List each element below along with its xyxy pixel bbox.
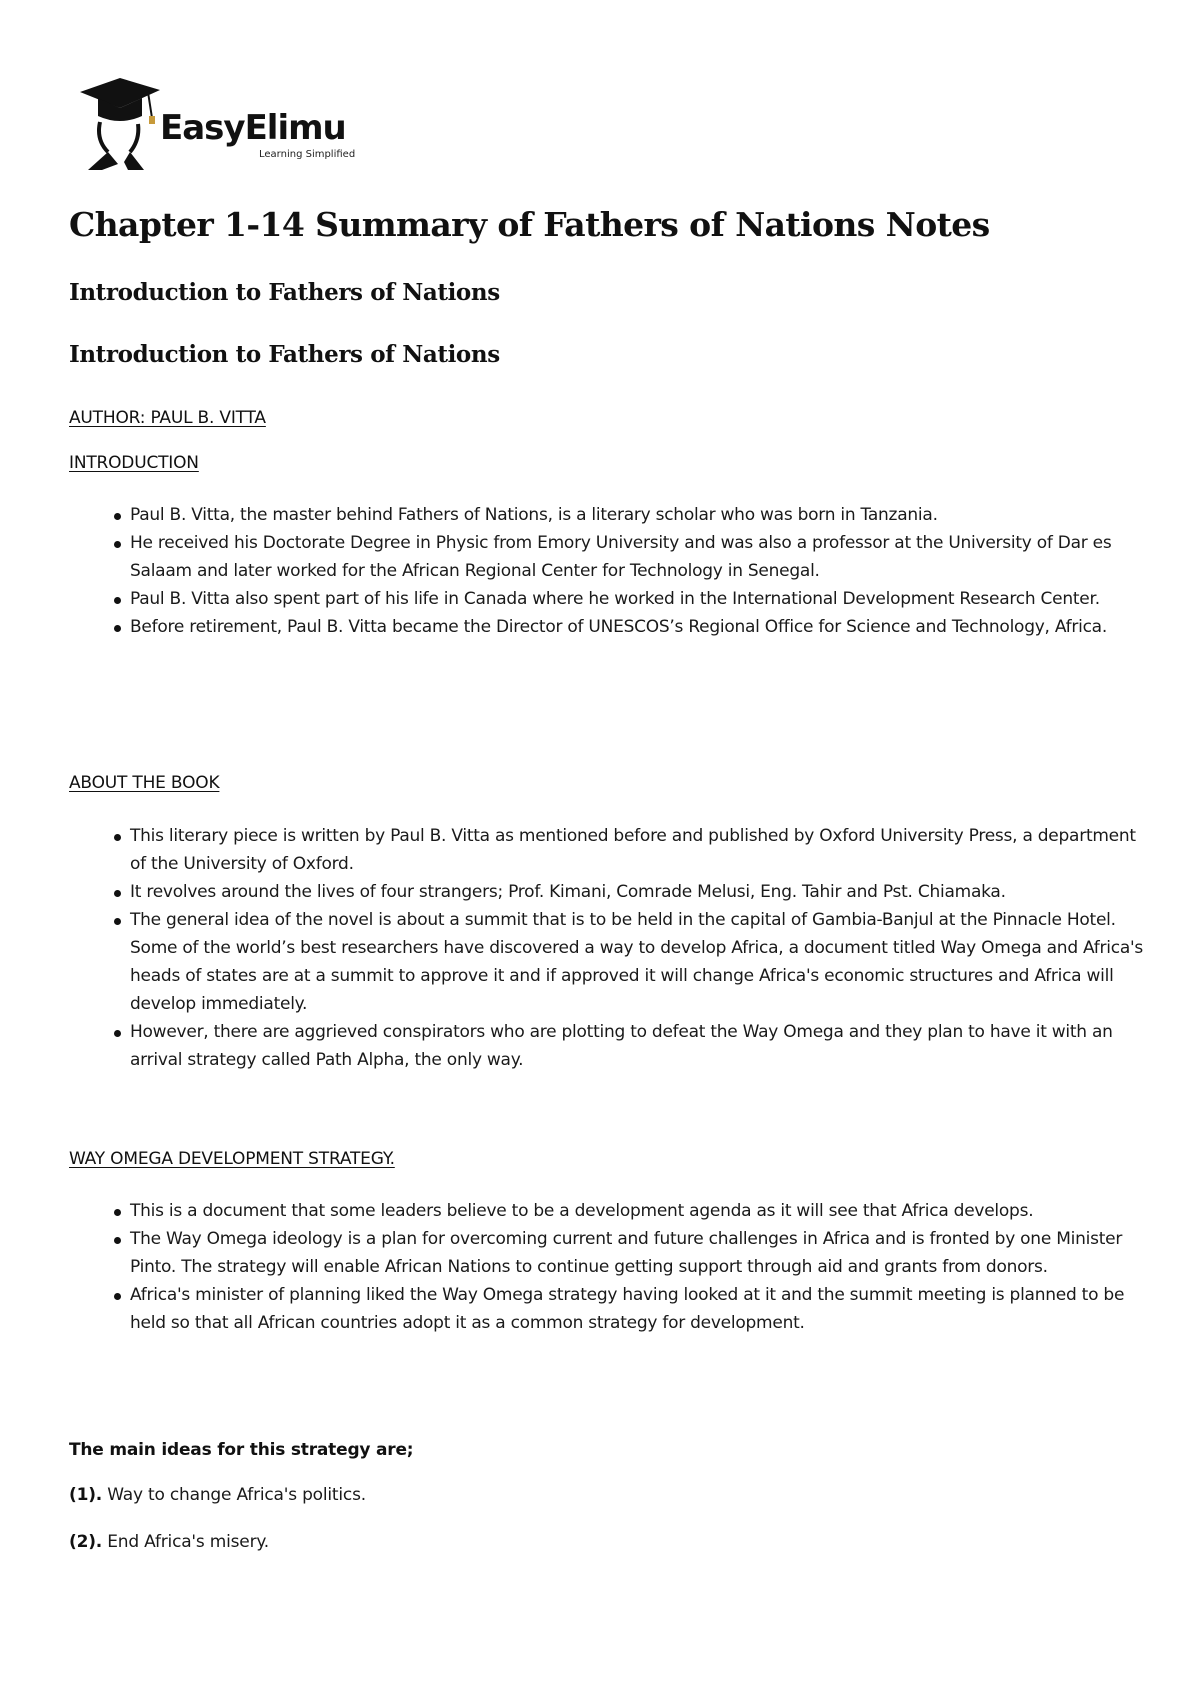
list-item: However, there are aggrieved conspirators who are plotting to defeat the Way Omega and they plan to have it with an arrival strategy called Path Alpha, the only way. — [114, 1018, 1144, 1074]
list-item: This literary piece is written by Paul B. Vitta as mentioned before and published by Oxford University Press, a department of the University of Oxford. — [114, 822, 1144, 878]
list-item: The Way Omega ideology is a plan for overcoming current and future challenges in Africa and is fronted by one Minister Pinto. The strategy will enable African Nations to continue getting support through aid and grants from donors. — [114, 1225, 1144, 1281]
subtitle-1: Introduction to Fathers of Nations — [69, 279, 500, 306]
list-item: He received his Doctorate Degree in Physic from Emory University and was also a professor at the University of Dar es Salaam and later worked for the African Regional Center for Technology in Senegal. — [114, 529, 1144, 585]
list-item: The general idea of the novel is about a summit that is to be held in the capital of Gambia-Banjul at the Pinnacle Hotel. Some of the world’s best researchers have discovered a way to develop Africa, a document titled Way Omega and Africa's heads of states are at a summit to approve it and if approved it will change Africa's economic structures and Africa will develop immediately. — [114, 906, 1144, 1018]
main-idea-number: (2). — [69, 1532, 103, 1552]
way-omega-list — [114, 1197, 1144, 1337]
main-idea-number: (1). — [69, 1485, 103, 1505]
introduction-list — [114, 501, 1144, 641]
author-heading: AUTHOR: PAUL B. VITTA — [69, 408, 266, 428]
list-item: Paul B. Vitta also spent part of his life in Canada where he worked in the International Development Research Center. — [114, 585, 1144, 613]
about-heading: ABOUT THE BOOK — [69, 773, 220, 793]
main-idea-item — [69, 1532, 269, 1552]
easyelimu-logo — [78, 78, 378, 170]
main-idea-text: Way to change Africa's politics. — [102, 1485, 366, 1505]
about-list — [114, 822, 1144, 1074]
way-omega-heading: WAY OMEGA DEVELOPMENT STRATEGY. — [69, 1149, 395, 1169]
main-idea-item — [69, 1485, 366, 1505]
list-item: Africa's minister of planning liked the Way Omega strategy having looked at it and the summit meeting is planned to be held so that all African countries adopt it as a common strategy for development. — [114, 1281, 1144, 1337]
main-ideas-heading: The main ideas for this strategy are; — [69, 1440, 414, 1460]
main-idea-text: End Africa's misery. — [102, 1532, 269, 1552]
list-item: Before retirement, Paul B. Vitta became the Director of UNESCOS’s Regional Office for Science and Technology, Africa. — [114, 613, 1144, 641]
logo-tagline: Learning Simplified — [259, 149, 356, 160]
list-item: Paul B. Vitta, the master behind Fathers of Nations, is a literary scholar who was born in Tanzania. — [114, 501, 1144, 529]
logo-name: EasyElimu — [160, 108, 346, 148]
page-title: Chapter 1-14 Summary of Fathers of Nations Notes — [69, 205, 990, 244]
list-item: This is a document that some leaders believe to be a development agenda as it will see that Africa develops. — [114, 1197, 1144, 1225]
list-item: It revolves around the lives of four strangers; Prof. Kimani, Comrade Melusi, Eng. Tahir and Pst. Chiamaka. — [114, 878, 1144, 906]
subtitle-2: Introduction to Fathers of Nations — [69, 341, 500, 368]
introduction-heading: INTRODUCTION — [69, 453, 199, 473]
graduation-cap-icon — [78, 78, 168, 170]
